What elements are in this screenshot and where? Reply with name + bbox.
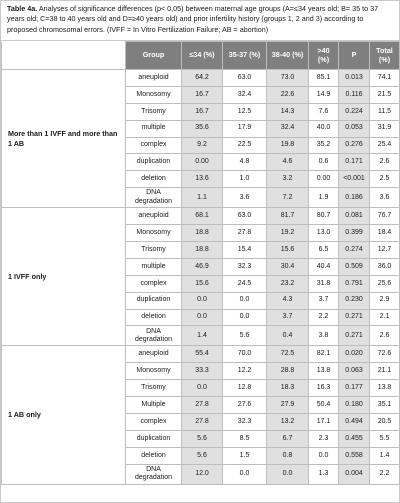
cell-age-d: 3.8 xyxy=(309,326,339,346)
cell-total: 20.5 xyxy=(370,414,400,431)
cell-total: 25.6 xyxy=(370,275,400,292)
row-label: aneuploid xyxy=(126,70,182,87)
header-age-b: 35-37 (%) xyxy=(223,42,267,70)
cell-p-value: 0.081 xyxy=(339,208,370,225)
cell-p-value: 0.271 xyxy=(339,326,370,346)
header-blank xyxy=(2,42,126,70)
cell-age-b: 32.3 xyxy=(223,414,267,431)
cell-age-c: 19.8 xyxy=(267,137,309,154)
cell-age-c: 30.4 xyxy=(267,258,309,275)
row-label: complex xyxy=(126,275,182,292)
cell-total: 25.4 xyxy=(370,137,400,154)
table-row xyxy=(2,208,400,225)
cell-age-b: 63.0 xyxy=(223,70,267,87)
cell-age-c: 72.5 xyxy=(267,346,309,363)
cell-total: 21.1 xyxy=(370,363,400,380)
header-age-a: ≤34 (%) xyxy=(182,42,223,70)
cell-age-b: 8.5 xyxy=(223,430,267,447)
cell-p-value: 0.224 xyxy=(339,103,370,120)
group-label: 1 IVFF only xyxy=(2,208,126,346)
cell-p-value: 0.791 xyxy=(339,275,370,292)
cell-p-value: 0.494 xyxy=(339,414,370,431)
row-label: deletion xyxy=(126,309,182,326)
row-label: deletion xyxy=(126,171,182,188)
header-row xyxy=(2,42,400,70)
cell-age-d: 7.6 xyxy=(309,103,339,120)
cell-age-a: 5.6 xyxy=(182,430,223,447)
cell-age-b: 70.0 xyxy=(223,346,267,363)
cell-total: 2.6 xyxy=(370,326,400,346)
cell-age-d: 14.9 xyxy=(309,86,339,103)
cell-age-b: 15.4 xyxy=(223,242,267,259)
cell-age-a: 33.3 xyxy=(182,363,223,380)
row-label: aneuploid xyxy=(126,346,182,363)
cell-age-d: 0.00 xyxy=(309,171,339,188)
cell-total: 1.4 xyxy=(370,447,400,464)
cell-total: 13.8 xyxy=(370,380,400,397)
cell-age-c: 3.7 xyxy=(267,309,309,326)
cell-p-value: 0.186 xyxy=(339,188,370,208)
header-p-value: P xyxy=(339,42,370,70)
row-label: DNA degradation xyxy=(126,326,182,346)
cell-age-b: 5.6 xyxy=(223,326,267,346)
cell-p-value: 0.004 xyxy=(339,464,370,484)
cell-age-b: 22.5 xyxy=(223,137,267,154)
cell-total: 72.6 xyxy=(370,346,400,363)
cell-age-c: 0.0 xyxy=(267,464,309,484)
cell-age-b: 27.6 xyxy=(223,397,267,414)
row-label: multiple xyxy=(126,258,182,275)
cell-p-value: 0.399 xyxy=(339,225,370,242)
cell-age-b: 0.0 xyxy=(223,292,267,309)
row-label: duplication xyxy=(126,154,182,171)
cell-age-b: 3.6 xyxy=(223,188,267,208)
cell-age-d: 0.6 xyxy=(309,154,339,171)
header-total: Total (%) xyxy=(370,42,400,70)
cell-age-d: 6.5 xyxy=(309,242,339,259)
cell-age-a: 27.8 xyxy=(182,414,223,431)
cell-age-d: 80.7 xyxy=(309,208,339,225)
header-age-d: >40 (%) xyxy=(309,42,339,70)
cell-p-value: 0.053 xyxy=(339,120,370,137)
row-label: Multiple xyxy=(126,397,182,414)
group-label: 1 AB only xyxy=(2,346,126,484)
cell-total: 5.5 xyxy=(370,430,400,447)
cell-age-a: 0.0 xyxy=(182,292,223,309)
cell-age-c: 22.6 xyxy=(267,86,309,103)
cell-age-d: 13.8 xyxy=(309,363,339,380)
cell-total: 31.9 xyxy=(370,120,400,137)
cell-age-d: 13.0 xyxy=(309,225,339,242)
cell-total: 21.5 xyxy=(370,86,400,103)
cell-age-b: 0.0 xyxy=(223,309,267,326)
cell-total: 76.7 xyxy=(370,208,400,225)
cell-age-d: 50.4 xyxy=(309,397,339,414)
table-row xyxy=(2,346,400,363)
row-label: multiple xyxy=(126,120,182,137)
row-label: DNA degradation xyxy=(126,188,182,208)
cell-p-value: 0.180 xyxy=(339,397,370,414)
cell-age-c: 0.4 xyxy=(267,326,309,346)
row-label: complex xyxy=(126,137,182,154)
cell-age-d: 2.2 xyxy=(309,309,339,326)
row-label: DNA degradation xyxy=(126,464,182,484)
row-label: Monosomy xyxy=(126,225,182,242)
cell-age-b: 27.8 xyxy=(223,225,267,242)
cell-age-a: 68.1 xyxy=(182,208,223,225)
row-label: Monosomy xyxy=(126,363,182,380)
cell-p-value: 0.274 xyxy=(339,242,370,259)
cell-age-b: 17.9 xyxy=(223,120,267,137)
cell-age-a: 18.8 xyxy=(182,225,223,242)
cell-age-a: 12.0 xyxy=(182,464,223,484)
caption-text: Analyses of significance differences (p< 0,05) between maternal age groups (A=≤34 years old; B= 35 to 37 years old; C=38 to 40 years old and D=≥40 years old) and prior infertility history (groups 1, 2 and 3) according to proposed chromosomal errors. (IVFF = In Vitro Fertilization Failure; AB = abortion) xyxy=(7,4,379,34)
cell-age-a: 46.9 xyxy=(182,258,223,275)
cell-age-a: 64.2 xyxy=(182,70,223,87)
cell-age-d: 82.1 xyxy=(309,346,339,363)
cell-age-c: 4.3 xyxy=(267,292,309,309)
cell-age-c: 3.2 xyxy=(267,171,309,188)
cell-age-d: 1.3 xyxy=(309,464,339,484)
cell-age-b: 12.8 xyxy=(223,380,267,397)
row-label: Monosomy xyxy=(126,86,182,103)
cell-age-d: 2.3 xyxy=(309,430,339,447)
table-row xyxy=(2,70,400,87)
cell-age-b: 32.4 xyxy=(223,86,267,103)
cell-age-a: 15.6 xyxy=(182,275,223,292)
cell-total: 2.6 xyxy=(370,154,400,171)
cell-age-c: 23.2 xyxy=(267,275,309,292)
cell-age-c: 6.7 xyxy=(267,430,309,447)
caption-title: Table 4a. xyxy=(7,4,38,13)
header-age-c: 38-40 (%) xyxy=(267,42,309,70)
cell-age-d: 3.7 xyxy=(309,292,339,309)
cell-age-a: 55.4 xyxy=(182,346,223,363)
cell-age-a: 16.7 xyxy=(182,103,223,120)
cell-age-b: 12.5 xyxy=(223,103,267,120)
cell-age-b: 63.0 xyxy=(223,208,267,225)
cell-p-value: 0.509 xyxy=(339,258,370,275)
data-table xyxy=(1,41,400,485)
cell-age-d: 40.4 xyxy=(309,258,339,275)
row-label: Trisomy xyxy=(126,242,182,259)
cell-p-value: 0.455 xyxy=(339,430,370,447)
cell-p-value: 0.013 xyxy=(339,70,370,87)
cell-age-a: 1.4 xyxy=(182,326,223,346)
cell-total: 3.6 xyxy=(370,188,400,208)
cell-age-c: 19.2 xyxy=(267,225,309,242)
cell-age-a: 35.6 xyxy=(182,120,223,137)
cell-age-a: 27.8 xyxy=(182,397,223,414)
cell-age-c: 7.2 xyxy=(267,188,309,208)
cell-total: 18.4 xyxy=(370,225,400,242)
group-label: More than 1 IVFF and more than 1 AB xyxy=(2,70,126,208)
cell-age-a: 1.1 xyxy=(182,188,223,208)
cell-age-c: 18.3 xyxy=(267,380,309,397)
table-caption xyxy=(1,1,399,41)
row-label: duplication xyxy=(126,292,182,309)
cell-total: 36.0 xyxy=(370,258,400,275)
table-body xyxy=(2,70,400,485)
cell-age-b: 24.5 xyxy=(223,275,267,292)
cell-age-d: 0.0 xyxy=(309,447,339,464)
cell-age-b: 32.3 xyxy=(223,258,267,275)
cell-age-c: 81.7 xyxy=(267,208,309,225)
cell-p-value: 0.276 xyxy=(339,137,370,154)
cell-age-b: 1.0 xyxy=(223,171,267,188)
row-label: deletion xyxy=(126,447,182,464)
cell-age-a: 13.6 xyxy=(182,171,223,188)
cell-age-c: 27.9 xyxy=(267,397,309,414)
cell-p-value: 0.271 xyxy=(339,309,370,326)
cell-age-c: 13.2 xyxy=(267,414,309,431)
cell-p-value: 0.171 xyxy=(339,154,370,171)
cell-age-a: 9.2 xyxy=(182,137,223,154)
row-label: Trisomy xyxy=(126,103,182,120)
cell-age-d: 16.3 xyxy=(309,380,339,397)
cell-age-a: 16.7 xyxy=(182,86,223,103)
cell-total: 74.1 xyxy=(370,70,400,87)
row-label: Trisomy xyxy=(126,380,182,397)
cell-age-a: 5.6 xyxy=(182,447,223,464)
cell-age-d: 17.1 xyxy=(309,414,339,431)
cell-age-c: 73.0 xyxy=(267,70,309,87)
cell-p-value: 0.116 xyxy=(339,86,370,103)
cell-total: 12.7 xyxy=(370,242,400,259)
cell-age-c: 32.4 xyxy=(267,120,309,137)
cell-p-value: 0.020 xyxy=(339,346,370,363)
cell-age-d: 31.8 xyxy=(309,275,339,292)
cell-age-c: 4.6 xyxy=(267,154,309,171)
cell-p-value: 0.558 xyxy=(339,447,370,464)
cell-age-a: 0.0 xyxy=(182,380,223,397)
cell-p-value: 0.063 xyxy=(339,363,370,380)
cell-p-value: 0.230 xyxy=(339,292,370,309)
cell-age-d: 40.0 xyxy=(309,120,339,137)
row-label: complex xyxy=(126,414,182,431)
cell-age-c: 28.8 xyxy=(267,363,309,380)
cell-age-a: 18.8 xyxy=(182,242,223,259)
cell-age-b: 1.5 xyxy=(223,447,267,464)
cell-p-value: 0.177 xyxy=(339,380,370,397)
row-label: duplication xyxy=(126,430,182,447)
header-group: Group xyxy=(126,42,182,70)
cell-total: 2.5 xyxy=(370,171,400,188)
cell-age-d: 85.1 xyxy=(309,70,339,87)
cell-p-value: <0.001 xyxy=(339,171,370,188)
row-label: aneuploid xyxy=(126,208,182,225)
cell-total: 11.5 xyxy=(370,103,400,120)
cell-total: 2.9 xyxy=(370,292,400,309)
cell-age-d: 35.2 xyxy=(309,137,339,154)
cell-age-c: 0.8 xyxy=(267,447,309,464)
cell-age-c: 14.3 xyxy=(267,103,309,120)
cell-age-d: 1.9 xyxy=(309,188,339,208)
cell-age-a: 0.0 xyxy=(182,309,223,326)
cell-total: 2.2 xyxy=(370,464,400,484)
cell-age-c: 15.6 xyxy=(267,242,309,259)
cell-age-b: 12.2 xyxy=(223,363,267,380)
cell-age-b: 4.8 xyxy=(223,154,267,171)
cell-total: 2.1 xyxy=(370,309,400,326)
cell-age-a: 0.00 xyxy=(182,154,223,171)
cell-age-b: 0.0 xyxy=(223,464,267,484)
cell-total: 35.1 xyxy=(370,397,400,414)
